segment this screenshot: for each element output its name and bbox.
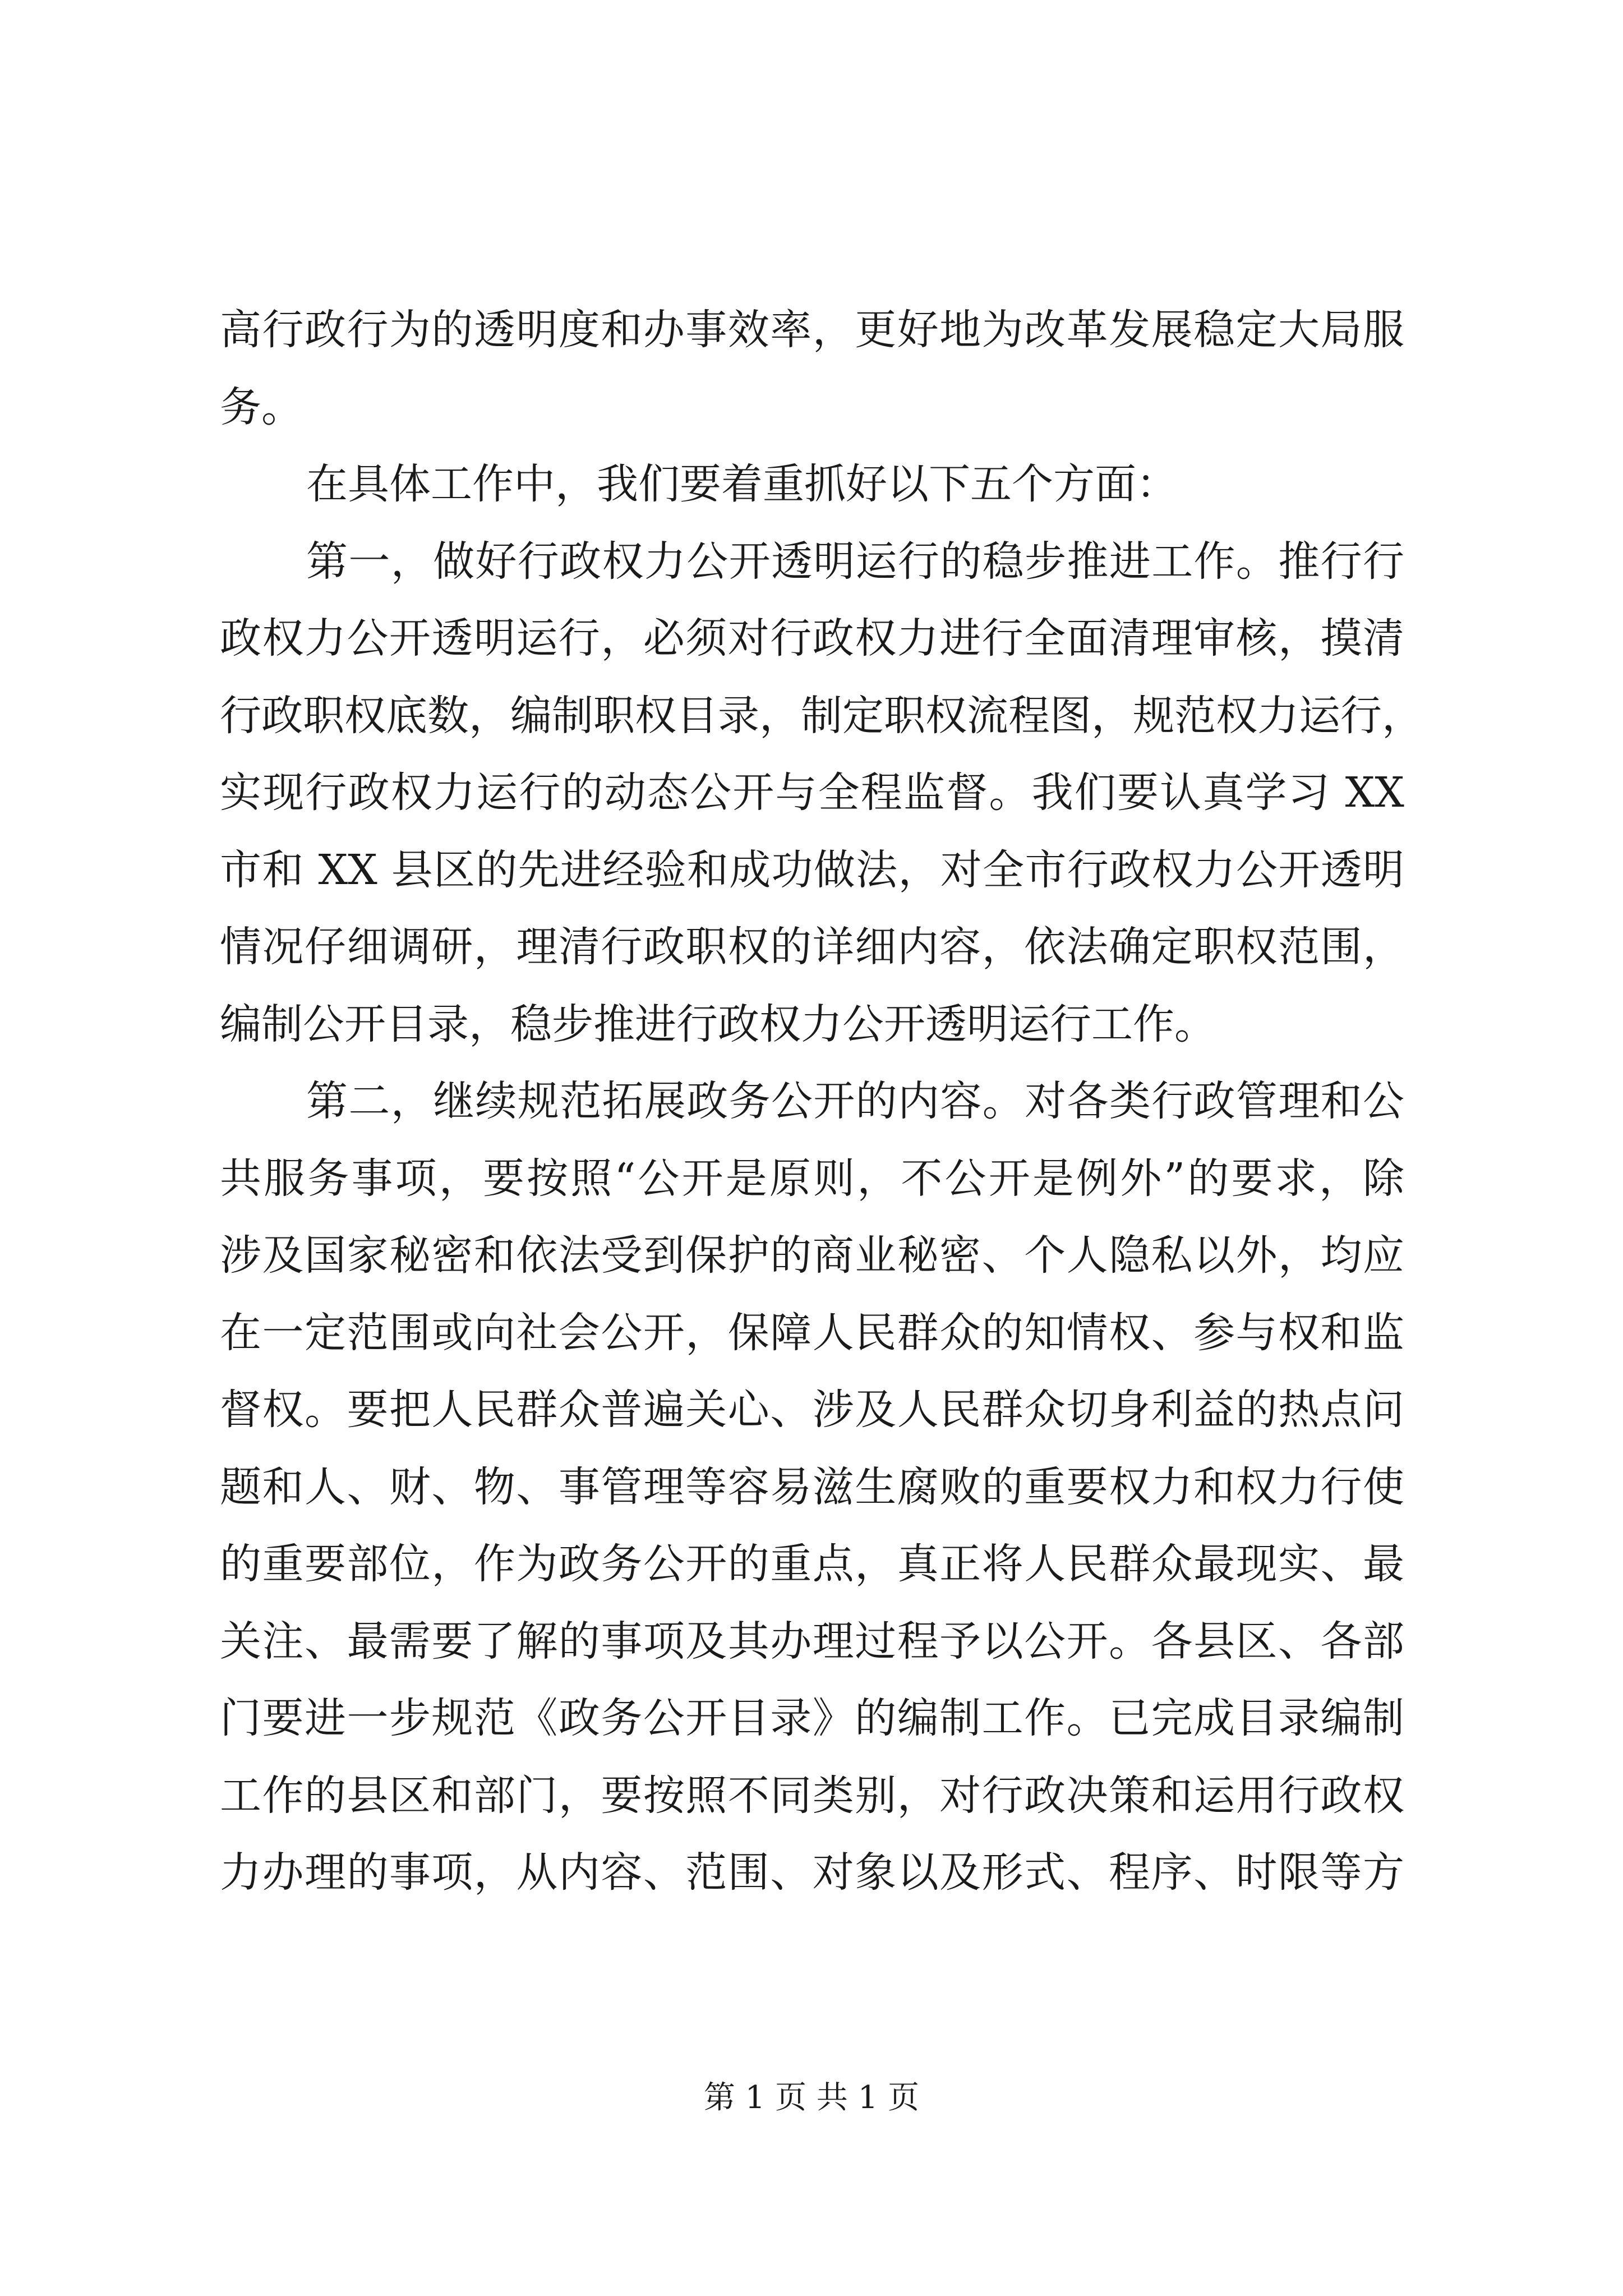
text-line: 督权。要把人民群众普遍关心、涉及人民群众切身利益的热点问 — [220, 1386, 1404, 1434]
text-line: 在一定范围或向社会公开，保障人民群众的知情权、参与权和监 — [220, 1308, 1404, 1357]
text-line: 门要进一步规范《政务公开目录》的编制工作。已完成目录编制 — [220, 1694, 1404, 1742]
text-line: 涉及国家秘密和依法受到保护的商业秘密、个人隐私以外，均应 — [220, 1231, 1404, 1280]
paragraph-first-line: 第一，做好行政权力公开透明运行的稳步推进工作。推行行 — [306, 537, 1404, 586]
text-line: 政权力公开透明运行，必须对行政权力进行全面清理审核，摸清 — [220, 614, 1404, 662]
paragraph-first-line: 在具体工作中，我们要着重抓好以下五个方面： — [306, 460, 1178, 508]
page-number-footer: 第 1 页 共 1 页 — [703, 2079, 920, 2116]
text-line: 高行政行为的透明度和办事效率，更好地为改革发展稳定大局服 — [220, 306, 1404, 354]
text-line: 行政职权底数，编制职权目录，制定职权流程图，规范权力运行， — [220, 691, 1423, 740]
text-line: 情况仔细调研，理清行政职权的详细内容，依法确定职权范围， — [220, 923, 1404, 971]
text-line: 共服务事项，要按照“公开是原则，不公开是例外”的要求，除 — [220, 1154, 1404, 1203]
text-line: 编制公开目录，稳步推进行政权力公开透明运行工作。 — [220, 1000, 1216, 1048]
text-line: 关注、最需要了解的事项及其办理过程予以公开。各县区、各部 — [220, 1617, 1404, 1665]
text-line: 题和人、财、物、事管理等容易滋生腐败的重要权力和权力行使 — [220, 1462, 1404, 1511]
paragraph-first-line: 第二，继续规范拓展政务公开的内容。对各类行政管理和公 — [306, 1077, 1404, 1125]
text-line: 工作的县区和部门，要按照不同类别，对行政决策和运用行政权 — [220, 1771, 1404, 1820]
text-line: 实现行政权力运行的动态公开与全程监督。我们要认真学习 XX — [220, 769, 1404, 817]
document-body — [220, 292, 1423, 1912]
text-line: 力办理的事项，从内容、范围、对象以及形式、程序、时限等方 — [220, 1848, 1404, 1897]
text-line: 市和 XX 县区的先进经验和成功做法，对全市行政权力公开透明 — [220, 845, 1404, 894]
text-line: 的重要部位，作为政务公开的重点，真正将人民群众最现实、最 — [220, 1540, 1404, 1588]
text-line: 务。 — [220, 383, 303, 431]
